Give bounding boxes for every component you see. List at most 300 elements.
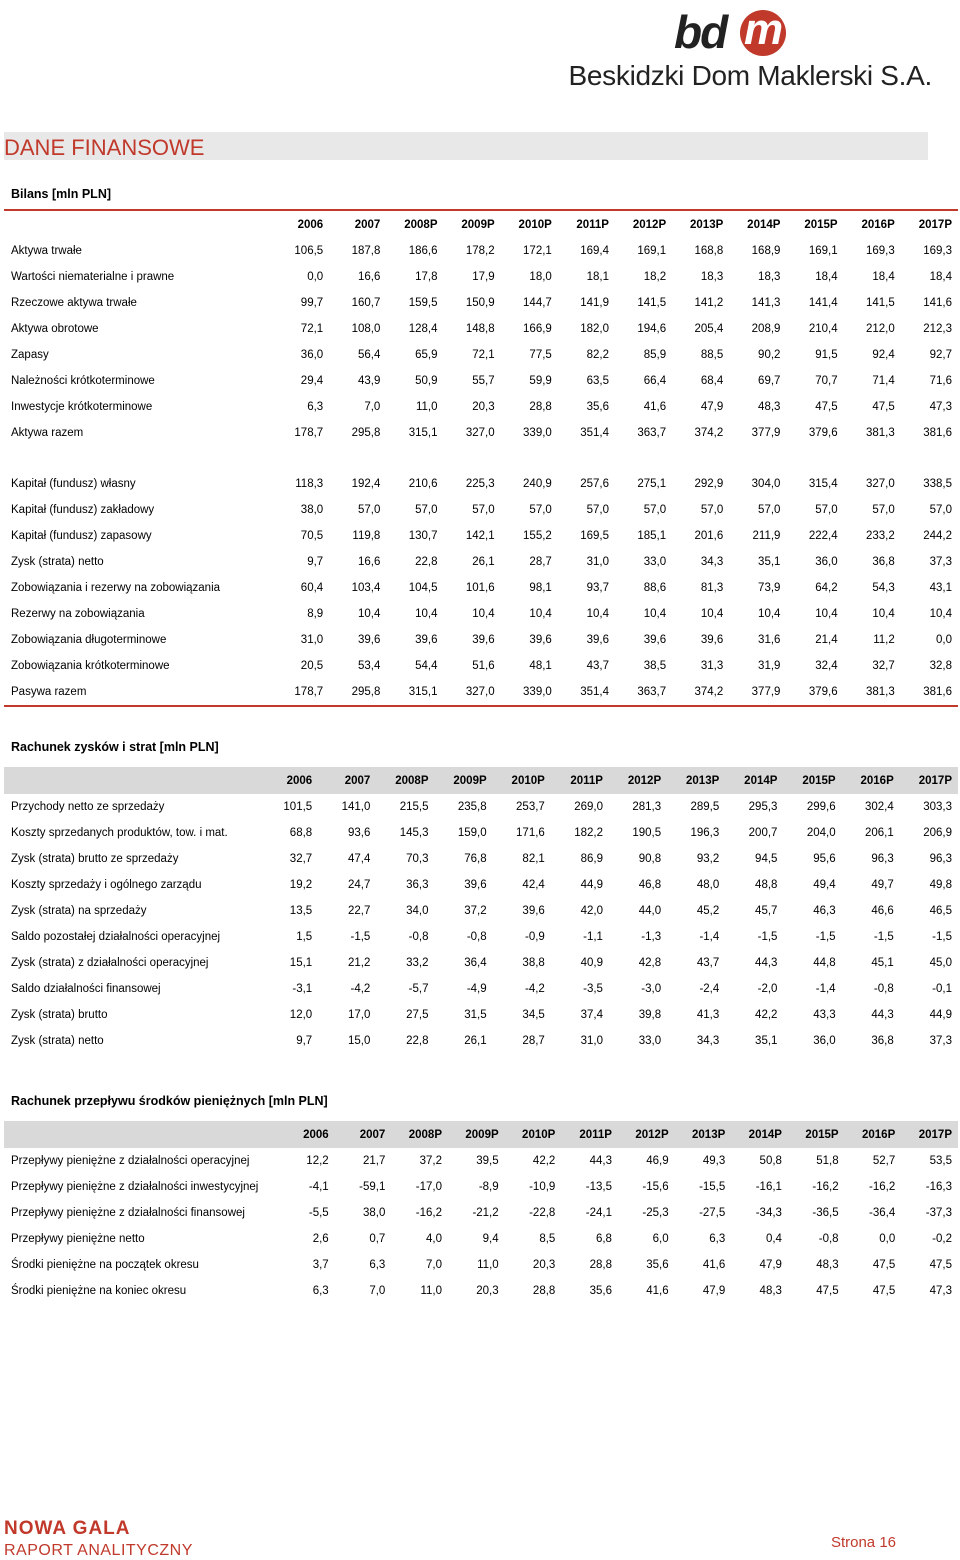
value-cell: 27,5 xyxy=(406,1009,429,1021)
value-cell: 37,2 xyxy=(419,1155,442,1167)
value-cell: 160,7 xyxy=(351,297,381,309)
value-cell: -15,5 xyxy=(699,1181,726,1193)
value-cell: 24,7 xyxy=(347,879,371,891)
value-cell: 381,3 xyxy=(865,427,895,439)
value-cell: 45,2 xyxy=(696,905,720,917)
value-cell: 28,8 xyxy=(589,1259,612,1271)
value-cell: 31,0 xyxy=(586,556,609,568)
year-header-row xyxy=(4,767,958,794)
value-cell: 57,0 xyxy=(700,504,724,516)
value-cell: 93,2 xyxy=(696,853,720,865)
value-cell: 18,4 xyxy=(815,271,838,283)
value-cell: -0,8 xyxy=(818,1233,839,1245)
value-cell: -1,5 xyxy=(815,931,836,943)
row-label: Zysk (strata) z działalności operacyjnej xyxy=(11,957,209,969)
footer-page-number: Strona 16 xyxy=(830,1534,896,1551)
value-cell: 29,4 xyxy=(300,375,324,387)
value-cell: 141,3 xyxy=(751,297,781,309)
value-cell: 48,3 xyxy=(816,1259,839,1271)
value-cell: 6,3 xyxy=(369,1259,386,1271)
value-cell: 36,0 xyxy=(813,1035,836,1047)
value-cell: 10,4 xyxy=(586,608,609,620)
value-cell: -3,5 xyxy=(583,983,603,995)
value-cell: 21,2 xyxy=(347,957,371,969)
value-cell: 182,2 xyxy=(574,827,603,839)
value-cell: -36,4 xyxy=(869,1207,896,1219)
value-cell: 0,7 xyxy=(369,1233,386,1245)
value-cell: 178,2 xyxy=(465,245,495,257)
value-cell: 168,8 xyxy=(694,245,724,257)
value-cell: 47,5 xyxy=(872,1259,896,1271)
value-cell: 144,7 xyxy=(523,297,552,309)
value-cell: -3,0 xyxy=(641,983,662,995)
value-cell: 38,8 xyxy=(522,957,545,969)
value-cell: 48,8 xyxy=(755,879,778,891)
value-cell: 9,4 xyxy=(482,1233,499,1245)
value-cell: 374,2 xyxy=(694,686,724,698)
value-cell: 327,0 xyxy=(465,427,495,439)
value-cell: 41,6 xyxy=(646,1285,669,1297)
value-cell: 47,5 xyxy=(929,1259,952,1271)
value-cell: 68,4 xyxy=(700,375,724,387)
table-row xyxy=(4,471,958,497)
table-row xyxy=(4,1226,958,1252)
table-row xyxy=(4,1148,958,1174)
value-cell: 53,5 xyxy=(929,1155,952,1167)
value-cell: 86,9 xyxy=(580,853,603,865)
value-cell: 54,3 xyxy=(872,582,895,594)
value-cell: 351,4 xyxy=(580,686,609,698)
value-cell: 28,8 xyxy=(532,1285,556,1297)
value-cell: 8,9 xyxy=(307,608,324,620)
year-header-cell: 2013P xyxy=(690,218,724,231)
value-cell: 20,3 xyxy=(472,401,495,413)
value-cell: 36,0 xyxy=(300,349,324,361)
value-cell: -2,0 xyxy=(757,983,778,995)
value-cell: 379,6 xyxy=(808,686,838,698)
table-row xyxy=(4,420,958,446)
year-header-row xyxy=(4,211,958,238)
value-cell: 142,1 xyxy=(465,530,495,542)
value-cell: 18,3 xyxy=(700,271,724,283)
value-cell: 28,8 xyxy=(529,401,552,413)
value-cell: -3,1 xyxy=(292,983,313,995)
value-cell: 56,4 xyxy=(357,349,381,361)
cashflow-table xyxy=(4,1121,958,1304)
row-label: Koszty sprzedanych produktów, tow. i mat. xyxy=(11,827,228,839)
value-cell: 44,3 xyxy=(755,957,778,969)
table-row xyxy=(4,794,958,820)
value-cell: -1,4 xyxy=(699,931,720,943)
value-cell: 281,3 xyxy=(632,801,662,813)
year-header-row xyxy=(4,1121,958,1148)
value-cell: 48,3 xyxy=(759,1285,782,1297)
spacer-cell xyxy=(4,446,958,471)
value-cell: 38,0 xyxy=(300,504,324,516)
value-cell: 169,3 xyxy=(865,245,895,257)
value-cell: 49,4 xyxy=(813,879,836,891)
value-cell: 130,7 xyxy=(408,530,438,542)
value-cell: 210,4 xyxy=(808,323,838,335)
value-cell: 33,0 xyxy=(638,1035,662,1047)
value-cell: 31,3 xyxy=(700,660,724,672)
value-cell: 47,4 xyxy=(347,853,371,865)
table-row xyxy=(4,950,958,976)
page-title: DANE FINANSOWE xyxy=(4,135,205,160)
value-cell: 46,8 xyxy=(638,879,662,891)
value-cell: -0,8 xyxy=(873,983,894,995)
value-cell: 93,7 xyxy=(586,582,609,594)
value-cell: 10,4 xyxy=(758,608,781,620)
row-label: Zobowiązania długoterminowe xyxy=(11,634,167,646)
value-cell: 141,5 xyxy=(637,297,667,309)
year-header-cell: 2010P xyxy=(505,1121,562,1148)
value-cell: 0,0 xyxy=(879,1233,896,1245)
value-cell: -0,9 xyxy=(524,931,545,943)
row-label: Zysk (strata) brutto xyxy=(11,1009,108,1021)
value-cell: 22,8 xyxy=(406,1035,429,1047)
value-cell: 51,8 xyxy=(816,1155,839,1167)
value-cell: 169,1 xyxy=(637,245,667,257)
value-cell: 72,1 xyxy=(472,349,495,361)
value-cell: 34,0 xyxy=(406,905,429,917)
footer-report-type: RAPORT ANALITYCZNY xyxy=(4,1542,193,1559)
value-cell: -1,5 xyxy=(932,931,952,943)
value-cell: 63,5 xyxy=(586,375,609,387)
table-row xyxy=(4,872,958,898)
value-cell: 15,0 xyxy=(347,1035,371,1047)
year-header-cell: 2016P xyxy=(842,767,900,794)
value-cell: 106,5 xyxy=(294,245,324,257)
value-cell: 57,0 xyxy=(643,504,667,516)
year-header-cell: 2011P xyxy=(576,218,609,231)
value-cell: 90,2 xyxy=(758,349,781,361)
value-cell: -25,3 xyxy=(642,1207,669,1219)
value-cell: -8,9 xyxy=(478,1181,499,1193)
year-header-cell: 2012P xyxy=(609,767,667,794)
value-cell: 77,5 xyxy=(529,349,552,361)
value-cell: 39,6 xyxy=(464,879,487,891)
value-cell: 57,0 xyxy=(472,504,495,516)
value-cell: 95,6 xyxy=(813,853,836,865)
value-cell: 103,4 xyxy=(351,582,381,594)
value-cell: 377,9 xyxy=(751,686,781,698)
value-cell: 304,0 xyxy=(751,478,781,490)
value-cell: 44,9 xyxy=(580,879,603,891)
value-cell: 38,0 xyxy=(362,1207,386,1219)
table-row xyxy=(4,627,958,653)
value-cell: 10,4 xyxy=(872,608,895,620)
value-cell: 44,3 xyxy=(589,1155,612,1167)
income-table xyxy=(4,767,958,1054)
value-cell: 101,6 xyxy=(465,582,495,594)
bdm-logo-mark xyxy=(674,5,814,58)
value-cell: 42,4 xyxy=(522,879,545,891)
value-cell: -0,8 xyxy=(466,931,487,943)
spacer-row xyxy=(4,446,958,471)
value-cell: 257,6 xyxy=(580,478,609,490)
value-cell: 0,0 xyxy=(307,271,324,283)
value-cell: -24,1 xyxy=(585,1207,612,1219)
value-cell: 36,8 xyxy=(871,1035,894,1047)
year-header-cell: 2006 xyxy=(297,218,324,231)
value-cell: 34,5 xyxy=(522,1009,545,1021)
value-cell: 10,4 xyxy=(815,608,838,620)
value-cell: 11,2 xyxy=(873,634,895,646)
table-row xyxy=(4,1200,958,1226)
value-cell: 81,3 xyxy=(700,582,724,594)
value-cell: 150,9 xyxy=(465,297,495,309)
year-header-cell: 2011P xyxy=(551,767,609,794)
year-header-cell: 2008P xyxy=(404,218,438,231)
value-cell: 225,3 xyxy=(465,478,495,490)
value-cell: 49,8 xyxy=(929,879,952,891)
year-header-cell: 2009P xyxy=(448,1121,505,1148)
value-cell: 208,9 xyxy=(751,323,781,335)
value-cell: 48,3 xyxy=(758,401,781,413)
value-cell: 31,0 xyxy=(580,1035,603,1047)
table-row xyxy=(4,342,958,368)
value-cell: 57,0 xyxy=(357,504,381,516)
value-cell: 39,6 xyxy=(472,634,495,646)
value-cell: 36,3 xyxy=(406,879,429,891)
row-label: Aktywa razem xyxy=(11,427,84,439)
year-header-cell: 2010P xyxy=(493,767,551,794)
row-label: Aktywa obrotowe xyxy=(11,323,99,335)
value-cell: 186,6 xyxy=(408,245,438,257)
value-cell: 295,3 xyxy=(748,801,778,813)
value-cell: -22,8 xyxy=(529,1207,556,1219)
value-cell: 141,0 xyxy=(341,801,371,813)
value-cell: 66,4 xyxy=(643,375,667,387)
value-cell: 85,9 xyxy=(643,349,667,361)
value-cell: 206,1 xyxy=(864,827,894,839)
value-cell: 244,2 xyxy=(923,530,952,542)
value-cell: -36,5 xyxy=(812,1207,839,1219)
footer-left xyxy=(4,1518,193,1560)
value-cell: 57,0 xyxy=(758,504,781,516)
row-label: Inwestycje krótkoterminowe xyxy=(11,401,153,413)
value-cell: 45,0 xyxy=(929,957,952,969)
value-cell: 10,4 xyxy=(643,608,667,620)
value-cell: 381,6 xyxy=(923,686,952,698)
cashflow-section xyxy=(4,1091,958,1304)
year-header-cell: 2014P xyxy=(725,767,783,794)
value-cell: 190,5 xyxy=(632,827,662,839)
logo-company-name: Beskidzki Dom Maklerski S.A. xyxy=(568,60,932,91)
value-cell: 44,3 xyxy=(871,1009,894,1021)
value-cell: 47,5 xyxy=(816,1285,839,1297)
value-cell: 206,9 xyxy=(923,827,952,839)
value-cell: 185,1 xyxy=(637,530,667,542)
value-cell: 108,0 xyxy=(351,323,381,335)
year-header-cell: 2015P xyxy=(788,1121,845,1148)
row-label: Rezerwy na zobowiązania xyxy=(11,608,145,620)
value-cell: 315,4 xyxy=(808,478,838,490)
row-label: Aktywa trwałe xyxy=(11,245,82,257)
year-header-cell: 2013P xyxy=(675,1121,732,1148)
value-cell: 65,9 xyxy=(415,349,438,361)
value-cell: -4,2 xyxy=(350,983,371,995)
value-cell: 44,0 xyxy=(638,905,662,917)
value-cell: 39,6 xyxy=(415,634,438,646)
year-header-cell: 2006 xyxy=(260,767,318,794)
value-cell: 37,3 xyxy=(929,556,952,568)
value-cell: -16,1 xyxy=(755,1181,782,1193)
value-cell: 99,7 xyxy=(300,297,324,309)
value-cell: 15,1 xyxy=(289,957,313,969)
logo-bd-text: bd xyxy=(674,6,727,58)
year-header-cell: 2006 xyxy=(278,1121,335,1148)
value-cell: 192,4 xyxy=(351,478,381,490)
year-header-cell: 2017P xyxy=(901,1121,958,1148)
value-cell: 196,3 xyxy=(690,827,720,839)
value-cell: 71,6 xyxy=(929,375,952,387)
table-row xyxy=(4,1174,958,1200)
value-cell: 20,5 xyxy=(300,660,324,672)
row-label: Kapitał (fundusz) zapasowy xyxy=(11,530,152,542)
value-cell: 240,9 xyxy=(523,478,552,490)
row-label: Środki pieniężne na koniec okresu xyxy=(11,1285,187,1297)
value-cell: 315,1 xyxy=(408,686,438,698)
year-header-cell: 2008P xyxy=(376,767,434,794)
value-cell: 38,5 xyxy=(643,660,667,672)
table-row xyxy=(4,1002,958,1028)
value-cell: 169,3 xyxy=(923,245,952,257)
value-cell: 6,8 xyxy=(595,1233,612,1245)
value-cell: 302,4 xyxy=(864,801,894,813)
value-cell: 6,0 xyxy=(652,1233,669,1245)
value-cell: 90,8 xyxy=(638,853,662,865)
row-label: Zobowiązania i rezerwy na zobowiązania xyxy=(11,582,221,594)
value-cell: 36,0 xyxy=(815,556,838,568)
table-row xyxy=(4,368,958,394)
value-cell: 60,4 xyxy=(300,582,324,594)
value-cell: 34,3 xyxy=(696,1035,720,1047)
value-cell: 172,1 xyxy=(523,245,552,257)
value-cell: 10,4 xyxy=(929,608,952,620)
table-row xyxy=(4,290,958,316)
value-cell: 49,7 xyxy=(871,879,894,891)
value-cell: 171,6 xyxy=(516,827,545,839)
year-header-cell: 2016P xyxy=(861,218,895,231)
value-cell: 374,2 xyxy=(694,427,724,439)
value-cell: 96,3 xyxy=(871,853,894,865)
year-header-cell: 2017P xyxy=(900,767,958,794)
value-cell: 88,5 xyxy=(700,349,724,361)
table-row xyxy=(4,898,958,924)
value-cell: -17,0 xyxy=(415,1181,442,1193)
value-cell: 76,8 xyxy=(464,853,487,865)
value-cell: 381,6 xyxy=(923,427,952,439)
year-header-cell: 2014P xyxy=(747,218,781,231)
year-header-cell: 2012P xyxy=(618,1121,675,1148)
income-section xyxy=(4,737,958,1054)
value-cell: 39,6 xyxy=(700,634,724,646)
table-row xyxy=(4,846,958,872)
value-cell: -16,2 xyxy=(415,1207,442,1219)
value-cell: 46,6 xyxy=(871,905,894,917)
year-header-cell: 2015P xyxy=(783,767,841,794)
value-cell: 39,6 xyxy=(586,634,609,646)
value-cell: 8,5 xyxy=(539,1233,556,1245)
value-cell: 57,0 xyxy=(586,504,609,516)
value-cell: 166,9 xyxy=(523,323,552,335)
value-cell: 10,4 xyxy=(529,608,552,620)
table-row xyxy=(4,820,958,846)
year-header-cell: 2010P xyxy=(518,218,552,231)
value-cell: -4,1 xyxy=(308,1181,329,1193)
value-cell: 18,4 xyxy=(929,271,952,283)
value-cell: 72,1 xyxy=(300,323,324,335)
value-cell: -4,9 xyxy=(466,983,487,995)
value-cell: -0,1 xyxy=(932,983,952,995)
value-cell: 205,4 xyxy=(694,323,724,335)
value-cell: 43,1 xyxy=(929,582,952,594)
row-label: Zapasy xyxy=(11,349,49,361)
value-cell: 141,9 xyxy=(580,297,609,309)
value-cell: -1,3 xyxy=(641,931,662,943)
value-cell: 10,4 xyxy=(415,608,438,620)
value-cell: 40,9 xyxy=(580,957,603,969)
table-row xyxy=(4,497,958,523)
value-cell: 18,3 xyxy=(758,271,781,283)
value-cell: 31,0 xyxy=(300,634,324,646)
value-cell: 21,7 xyxy=(362,1155,386,1167)
row-label: Przepływy pieniężne netto xyxy=(11,1233,145,1245)
value-cell: 46,3 xyxy=(813,905,836,917)
value-cell: 44,9 xyxy=(929,1009,952,1021)
value-cell: 16,6 xyxy=(357,271,381,283)
value-cell: 93,6 xyxy=(347,827,371,839)
value-cell: 35,6 xyxy=(646,1259,669,1271)
value-cell: 222,4 xyxy=(808,530,838,542)
table-row xyxy=(4,523,958,549)
value-cell: 12,0 xyxy=(289,1009,313,1021)
value-cell: 169,5 xyxy=(580,530,609,542)
value-cell: 339,0 xyxy=(523,427,552,439)
value-cell: 169,4 xyxy=(580,245,609,257)
value-cell: 10,4 xyxy=(472,608,495,620)
value-cell: 20,3 xyxy=(532,1259,556,1271)
value-cell: 73,9 xyxy=(758,582,781,594)
value-cell: 26,1 xyxy=(464,1035,487,1047)
value-cell: 41,6 xyxy=(702,1259,726,1271)
value-cell: 253,7 xyxy=(516,801,545,813)
income-title: Rachunek zysków i strat [mln PLN] xyxy=(11,740,219,754)
value-cell: 377,9 xyxy=(751,427,781,439)
value-cell: 19,2 xyxy=(289,879,313,891)
value-cell: -4,2 xyxy=(524,983,545,995)
value-cell: 210,6 xyxy=(408,478,438,490)
value-cell: 57,0 xyxy=(415,504,438,516)
year-header-cell: 2007 xyxy=(335,1121,392,1148)
value-cell: 3,7 xyxy=(312,1259,329,1271)
value-cell: 68,8 xyxy=(289,827,313,839)
value-cell: 315,1 xyxy=(408,427,438,439)
bdm-logo xyxy=(568,5,932,92)
value-cell: 28,7 xyxy=(529,556,552,568)
year-header-cell: 2007 xyxy=(354,218,381,231)
value-cell: 155,2 xyxy=(523,530,552,542)
row-label: Przepływy pieniężne z działalności operacyjnej xyxy=(11,1155,250,1167)
table-row xyxy=(4,976,958,1002)
value-cell: 351,4 xyxy=(580,427,609,439)
value-cell: 178,7 xyxy=(294,686,324,698)
table-row xyxy=(4,549,958,575)
year-header-cell: 2017P xyxy=(918,218,952,231)
table-row xyxy=(4,601,958,627)
